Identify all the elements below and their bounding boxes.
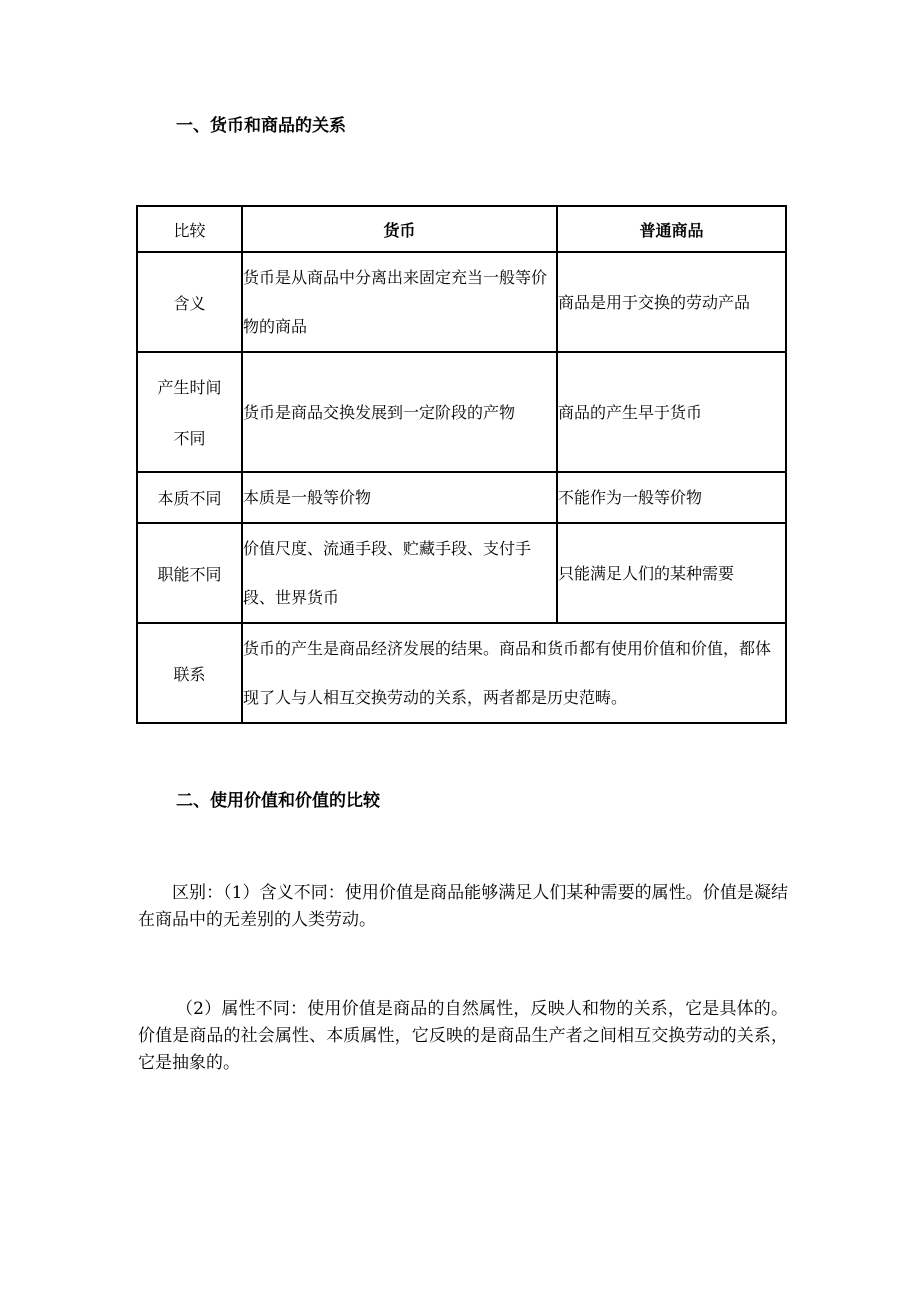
section-2-title: 二、使用价值和价值的比较	[176, 791, 380, 811]
cell-goods-meaning: 商品是用于交换的劳动产品	[557, 252, 786, 352]
paragraph-difference-1: 区别：（1）含义不同：使用价值是商品能够满足人们某种需要的属性。价值是凝结在商品中的无差别的人类劳动。	[138, 883, 788, 930]
header-money: 货币	[242, 206, 557, 252]
cell-goods-function: 只能满足人们的某种需要	[557, 523, 786, 623]
cell-goods-time: 商品的产生早于货币	[557, 352, 786, 472]
row-label-link: 联系	[137, 623, 242, 723]
row-label-time-line1: 产生时间	[157, 378, 222, 397]
table-header-row	[137, 206, 786, 252]
row-label-meaning: 含义	[137, 252, 242, 352]
paragraph-difference-2: （2）属性不同：使用价值是商品的自然属性，反映人和物的关系，它是具体的。价值是商品的社会属性、本质属性，它反映的是商品生产者之间相互交换劳动的关系，它是抽象的。	[138, 999, 788, 1073]
row-label-nature: 本质不同	[137, 472, 242, 523]
cell-money-meaning: 货币是从商品中分离出来固定充当一般等价物的商品	[242, 252, 557, 352]
cell-link-merged: 货币的产生是商品经济发展的结果。商品和货币都有使用价值和价值，都体现了人与人相互交换劳动的关系，两者都是历史范畴。	[242, 623, 786, 723]
cell-money-function: 价值尺度、流通手段、贮藏手段、支付手段、世界货币	[242, 523, 557, 623]
row-label-time-line2: 不同	[173, 429, 206, 448]
cell-goods-nature: 不能作为一般等价物	[557, 472, 786, 523]
cell-money-nature: 本质是一般等价物	[242, 472, 557, 523]
row-label-function: 职能不同	[137, 523, 242, 623]
header-goods: 普通商品	[557, 206, 786, 252]
table-row	[137, 352, 786, 472]
section-1-title: 一、货币和商品的关系	[176, 116, 346, 136]
cell-money-time: 货币是商品交换发展到一定阶段的产物	[242, 352, 557, 472]
comparison-table	[136, 205, 787, 724]
table-row	[137, 472, 786, 523]
row-label-time	[137, 352, 242, 472]
table-row	[137, 523, 786, 623]
header-compare: 比较	[137, 206, 242, 252]
table-row	[137, 623, 786, 723]
table-row	[137, 252, 786, 352]
